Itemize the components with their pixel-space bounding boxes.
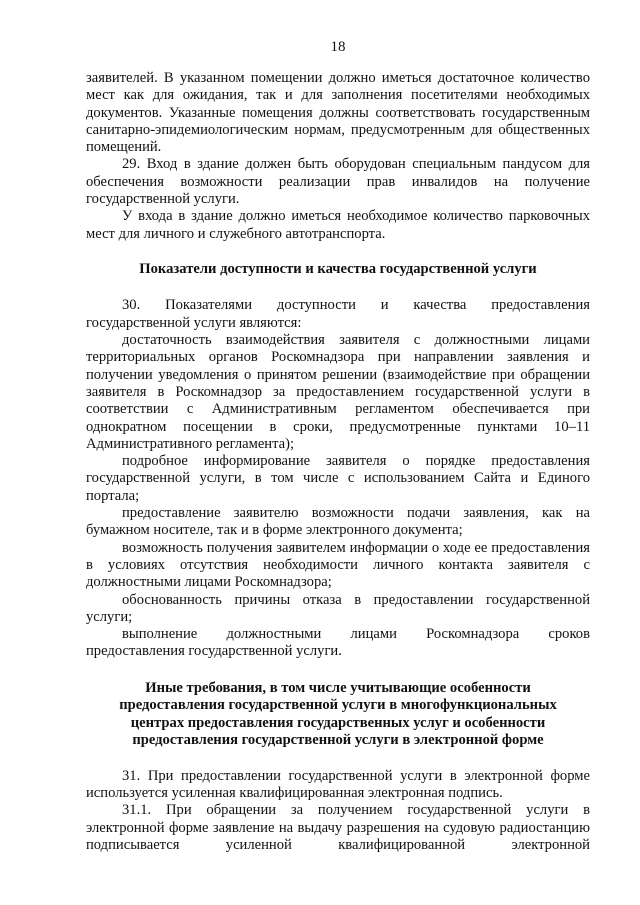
list-item-interaction: достаточность взаимодействия заявителя с должностными лицами территориальных органов Роскомнадзора при направлении заявления и получении уведомления о принятом решении (взаимодействие при обращении заявителя в Роскомнадзор за предоставлением государственной услуги в соответствии с Административным регламентом обеспечивается при однократном посещении в сроки, предусмотренные пунктами 10–11 Административного регламента); <box>86 332 590 452</box>
list-item-status-info: возможность получения заявителем информации о ходе ее предоставления в условиях отсутствия необходимости личного контакта заявителя с должностными лицами Роскомнадзора; <box>86 539 590 591</box>
paragraph-29: 29. Вход в здание должен быть оборудован специальным пандусом для обеспечения возможности реализации прав инвалидов на получение государственной услуги. <box>86 156 590 208</box>
heading-line: предоставления государственной услуги в электронной форме <box>132 732 544 749</box>
paragraph-31: 31. При предоставлении государственной услуги в электронной форме используется усиленная квалифицированная электронная подпись. <box>86 767 590 801</box>
heading-line: центрах предоставления государственных услуг и особенности <box>130 714 546 731</box>
paragraph-30-intro: 30. Показателями доступности и качества предоставления государственной услуги являются: <box>86 297 590 331</box>
heading-line: предоставления государственной услуги в многофункциональных <box>119 697 557 714</box>
page-number: 18 <box>330 39 346 55</box>
paragraph-31-1: 31.1. При обращении за получением государственной услуги в электронной форме заявление на выдачу разрешения на судовую радиостанцию подписывается усиленной квалифицированной электронной <box>86 802 590 853</box>
list-item-informing: подробное информирование заявителя о порядке предоставления государственной услуги, в том числе с использованием Сайта и Единого портала; <box>86 453 590 504</box>
section-heading-accessibility: Показатели доступности и качества государственной услуги <box>139 260 537 277</box>
list-item-refusal: обоснованность причины отказа в предоставлении государственной услуги; <box>86 591 590 625</box>
list-item-submission: предоставление заявителю возможности подачи заявления, как на бумажном носителе, так и в форме электронного документа; <box>86 505 590 539</box>
paragraph-continuation: заявителей. В указанном помещении должно иметься достаточное количество мест как для ожидания, так и для заполнения посетителями необходимых документов. Указанные помещения должны соответствовать государственным санитарно-эпидемиологическим нормам, предусмотренным для общественных помещений. <box>86 70 590 156</box>
heading-line: Иные требования, в том числе учитывающие особенности <box>145 679 531 696</box>
list-item-deadlines: выполнение должностными лицами Роскомнадзора сроков предоставления государственной услуги. <box>86 626 590 660</box>
section-heading-other-requirements <box>86 680 590 750</box>
paragraph-parking: У входа в здание должно иметься необходимое количество парковочных мест для личного и служебного автотранспорта. <box>86 208 590 242</box>
